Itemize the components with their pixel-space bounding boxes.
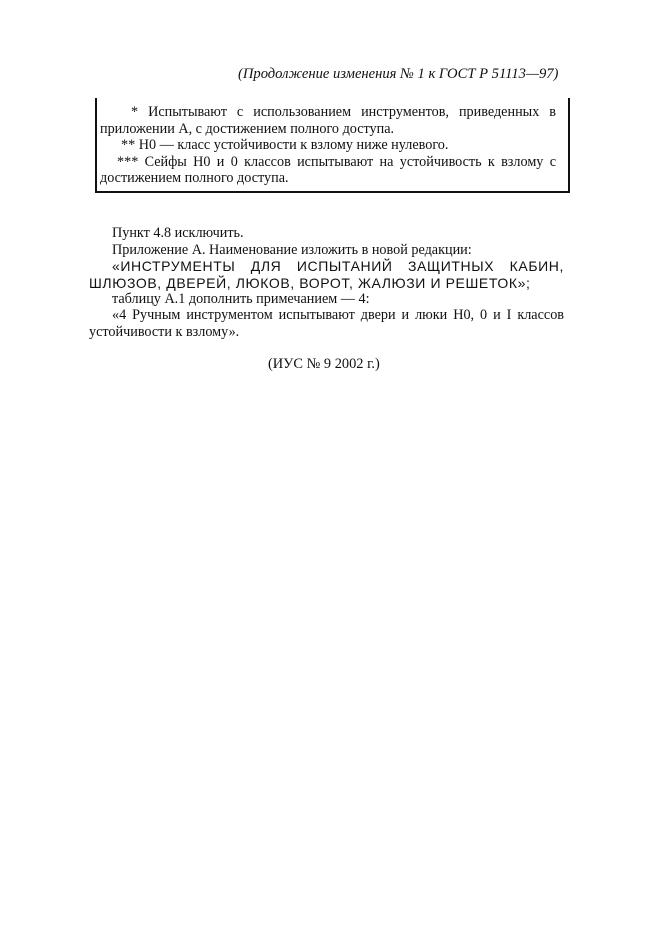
footnote-line-1: * Испытывают с использованием инструментов, приведенных в [131, 104, 556, 120]
footnote-line-3: ** Н0 — класс устойчивости к взлому ниже нулевого. [121, 137, 449, 153]
publication-stamp: (ИУС № 9 2002 г.) [268, 356, 380, 372]
body-line-7: устойчивости к взлому». [89, 324, 240, 340]
body-line-6: «4 Ручным инструментом испытывают двери и люки Н0, 0 и I классов [112, 307, 564, 323]
body-line-5: таблицу А.1 дополнить примечанием — 4: [112, 291, 370, 307]
continuation-header: (Продолжение изменения № 1 к ГОСТ Р 51113—97) [238, 66, 559, 82]
footnote-line-2: приложении А, с достижением полного доступа. [100, 121, 395, 137]
footnote-line-4: *** Сейфы Н0 и 0 классов испытывают на устойчивость к взлому с [117, 154, 556, 170]
footnote-line-5: достижением полного доступа. [100, 170, 289, 186]
body-line-2: Приложение А. Наименование изложить в новой редакции: [112, 242, 472, 258]
body-line-3-heading: «ИНСТРУМЕНТЫ ДЛЯ ИСПЫТАНИЙ ЗАЩИТНЫХ КАБИН, [112, 258, 564, 274]
body-line-4-heading: ШЛЮЗОВ, ДВЕРЕЙ, ЛЮКОВ, ВОРОТ, ЖАЛЮЗИ И РЕШЕТОК»; [89, 275, 531, 291]
body-line-1: Пункт 4.8 исключить. [112, 225, 244, 241]
